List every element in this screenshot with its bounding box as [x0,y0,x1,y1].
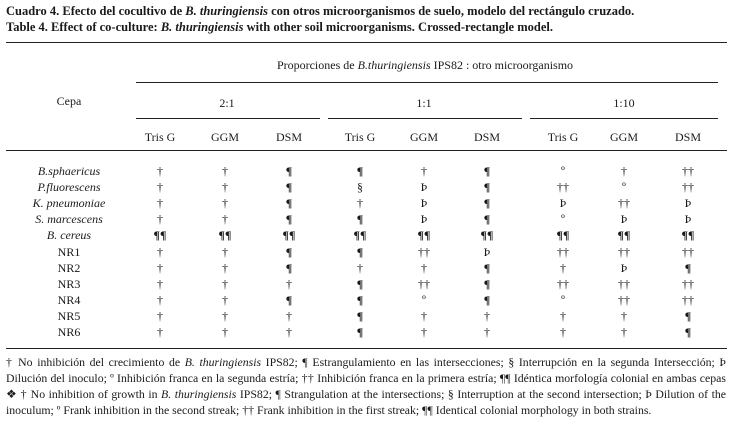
table-cell: † [157,260,163,275]
table-cell: Þ [420,212,428,227]
table-cell: § [357,180,363,195]
table-cell: † [222,260,228,275]
table-cell: Þ [684,196,692,211]
table-cell: † [157,212,163,227]
table-cell: ¶¶ [218,228,232,243]
row-label: NR1 [57,244,81,259]
table-cell: † [484,308,490,323]
media-header: DSM [275,130,302,144]
table-cell: Þ [620,260,628,275]
table-cell: † [222,244,228,259]
table-cell: † [222,325,228,339]
table-cell: º [561,212,565,227]
table-cell: † [222,308,228,323]
table-cell: º [622,180,626,195]
span-header: Proporciones de B.thuringiensis IPS82 : otro microorganismo [276,58,574,72]
ratio-rule-1 [136,118,320,119]
row-label: NR6 [57,325,81,339]
table-cell: ¶¶ [417,228,431,243]
table-cell: ¶ [285,164,293,178]
table-cell: †† [418,244,430,259]
table-cell: † [222,292,228,307]
table-cell: †† [682,276,694,291]
span-header-rule [136,82,718,83]
table-cell: ¶ [483,196,491,211]
table-cell: † [157,196,163,211]
table-cell: † [157,325,163,339]
table-cell: † [286,308,292,323]
table-cell: Þ [684,212,692,227]
ratio-rule-3 [530,118,718,119]
table-cell: † [357,196,363,211]
table-cell: †† [682,244,694,259]
media-header: GGM [210,130,239,144]
ratio-header-3: 1:10 [613,96,635,110]
row-label: NR2 [57,260,81,275]
table-cell: ¶¶ [556,228,570,243]
table-cell: Þ [620,212,628,227]
table-cell: Þ [483,244,491,259]
media-header: Tris G [344,130,376,144]
table-cell: † [222,180,228,195]
row-label: S. marcescens [35,212,103,227]
media-header: DSM [674,130,701,144]
top-rule [6,42,727,43]
table-cell: ¶¶ [153,228,167,243]
table-cell: Þ [420,196,428,211]
table-cell: ¶ [285,292,293,307]
table-cell: ¶¶ [617,228,631,243]
table-cell: ¶¶ [480,228,494,243]
table-cell: ¶ [356,292,364,307]
table-cell: ¶¶ [282,228,296,243]
table-cell: º [561,164,565,178]
table-cell: º [561,292,565,307]
table-cell: † [286,276,292,291]
media-header: GGM [409,130,438,144]
media-header: GGM [609,130,638,144]
table-cell: † [421,308,427,323]
table-cell: ¶ [684,325,692,339]
table-cell: ¶ [285,212,293,227]
table-cell: †† [557,276,569,291]
table-cell: †† [557,180,569,195]
table-cell: ¶ [356,325,364,339]
table-cell: ¶ [285,244,293,259]
table-cell: ¶¶ [353,228,367,243]
caption-spanish: Cuadro 4. Efecto del cocultivo de B. thuringiensis con otros microorganismos de suelo, modelo del rectángulo cruzado. [6,4,635,18]
table-cell: †† [682,164,694,178]
table-cell: † [621,325,627,339]
media-header: Tris G [144,130,176,144]
table-cell: º [422,292,426,307]
table-cell: ¶ [285,180,293,195]
table-cell: † [222,164,228,178]
table-cell: †† [557,244,569,259]
table-cell: † [621,308,627,323]
row-header-cepa: Cepa [56,94,82,108]
table-cell: † [560,260,566,275]
table-cell: †† [682,292,694,307]
table-cell: ¶ [285,260,293,275]
table-cell: † [421,260,427,275]
table-cell: ¶ [285,196,293,211]
table-cell: †† [418,276,430,291]
table-cell: ¶ [684,260,692,275]
media-header: Tris G [547,130,579,144]
table-cell: ¶ [356,212,364,227]
row-label: NR4 [57,292,81,307]
caption-english: Table 4. Effect of co-culture: B. thuringiensis with other soil microorganisms. Crossed-rectangle model. [6,20,553,34]
row-label: P.fluorescens [37,180,101,195]
row-label: K. pneumoniae [32,196,106,211]
table-cell: ¶ [483,276,491,291]
table-cell: ¶ [483,212,491,227]
header-bottom-rule [6,150,727,151]
table-cell: † [222,276,228,291]
table-cell: ¶ [356,308,364,323]
table-bottom-rule [6,348,727,349]
table-cell: ¶ [356,276,364,291]
table-cell: † [157,164,163,178]
table-cell: † [484,325,490,339]
table-cell: †† [618,276,630,291]
table-cell: †† [618,196,630,211]
table-cell: ¶ [483,164,491,178]
ratio-rule-2 [328,118,522,119]
table-cell: † [560,308,566,323]
table-cell: †† [682,180,694,195]
table-cell: Þ [420,180,428,195]
ratio-header-2: 1:1 [416,96,432,110]
table-cell: ¶ [483,260,491,275]
ratio-header-1: 2:1 [219,96,235,110]
table-cell: † [286,325,292,339]
table-cell: † [222,212,228,227]
row-label: B.sphaericus [37,164,101,178]
table-footnote: † No inhibición del crecimiento de B. thuringiensis IPS82; ¶ Estrangulamiento en las intersecciones; § Interrupción en la segunda Intersección; Þ Dilución del inoculo; º Inhibición franca en la segunda estría; †† Inhibición franca en la primera estría; ¶¶ Idéntica morfología colonial en ambas cepas ❖ † No inhibition of growth in B. thuringiensis IPS82; ¶ Strangulation at the intersections; § Interruption at the second intersection; Þ Dilution of the inoculum; º Frank inhibition in the second streak; †† Frank inhibition in the first streak; ¶¶ Identical colonial morphology in both strains. [6,355,726,417]
table-cell: ¶ [483,180,491,195]
row-label: NR5 [57,308,81,323]
table-cell: † [222,196,228,211]
table-cell: † [421,164,427,178]
table-cell: ¶ [356,244,364,259]
row-label: B. cereus [46,228,92,243]
table-cell: ¶¶ [681,228,695,243]
table-cell: Þ [559,196,567,211]
table-cell: ¶ [684,308,692,323]
table-cell: ¶ [483,292,491,307]
media-header: DSM [473,130,500,144]
row-label: NR3 [57,276,81,291]
table-cell: † [157,308,163,323]
table-cell: †† [618,292,630,307]
table-cell: † [357,260,363,275]
table-caption [6,3,730,35]
table-cell: † [157,244,163,259]
table-cell: †† [618,244,630,259]
table-cell: ¶ [356,164,364,178]
table-cell: † [560,325,566,339]
table-cell: † [157,292,163,307]
table-cell: † [621,164,627,178]
table-cell: † [157,276,163,291]
table-cell: † [421,325,427,339]
table-cell: † [157,180,163,195]
